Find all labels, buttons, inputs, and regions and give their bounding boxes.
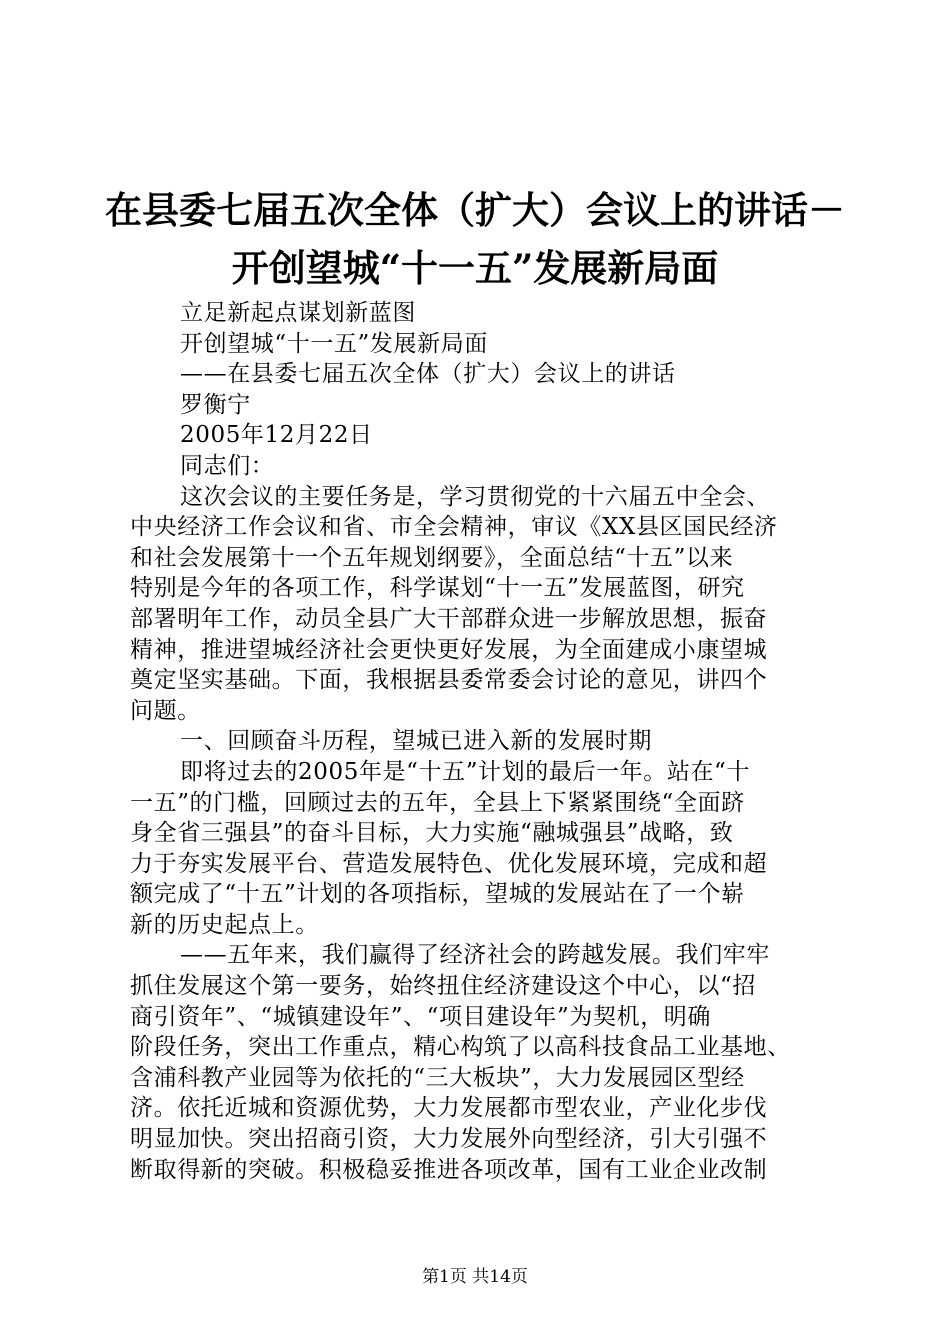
body-text-line: 明显加快。突出招商引资，大力发展外向型经济，引大引强不 bbox=[130, 1126, 768, 1153]
document-body bbox=[130, 298, 830, 1185]
body-text-line: 问题。 bbox=[130, 697, 201, 724]
body-text-line: 这次会议的主要任务是，学习贯彻党的十六届五中全会、 bbox=[180, 483, 770, 510]
body-text-line: 含浦科教产业园等为依托的“三大板块”，大力发展园区型经 bbox=[130, 1064, 745, 1091]
body-text-line: 部署明年工作，动员全县广大干部群众进一步解放思想，振奋 bbox=[130, 605, 768, 632]
body-text-line: 即将过去的2005年是“十五”计划的最后一年。站在“十 bbox=[180, 758, 751, 785]
body-text-line: 立足新起点谋划新蓝图 bbox=[180, 300, 416, 326]
body-text-line: 特别是今年的各项工作，科学谋划“十一五”发展蓝图，研究 bbox=[130, 575, 745, 602]
body-text-line: 力于夯实发展平台、营造发展特色、优化发展环境，完成和超 bbox=[130, 850, 768, 877]
body-text-line: ——在县委七届五次全体（扩大）会议上的讲话 bbox=[180, 361, 676, 388]
body-text-line: 阶段任务，突出工作重点，精心构筑了以高科技食品工业基地、 bbox=[130, 1034, 791, 1061]
document-title-line-2: 开创望城“十一五”发展新局面 bbox=[231, 246, 719, 290]
body-text-line: 抓住发展这个第一要务，始终扭住经济建设这个中心，以“招 bbox=[130, 973, 756, 1000]
body-text-line: 断取得新的突破。积极稳妥推进各项改革，国有工业企业改制 bbox=[130, 1156, 768, 1183]
body-text-line: 济。依托近城和资源优势，大力发展都市型农业，产业化步伐 bbox=[130, 1095, 768, 1122]
page-footer: 第1页 共14页 bbox=[422, 1267, 528, 1287]
body-text-line: 同志们： bbox=[180, 452, 275, 479]
body-text-line: 罗衡宁 bbox=[180, 391, 251, 418]
body-text-line: 精神，推进望城经济社会更快更好发展，为全面建成小康望城 bbox=[130, 636, 768, 663]
body-text-line: 开创望城“十一五”发展新局面 bbox=[180, 330, 488, 357]
body-text-line: ——五年来，我们赢得了经济社会的跨越发展。我们牢牢 bbox=[180, 942, 770, 969]
body-text-line: 中央经济工作会议和省、市全会精神，审议《XX县区国民经济 bbox=[130, 514, 778, 541]
body-text-line: 新的历史起点上。 bbox=[130, 911, 319, 938]
body-text-line: 一五”的门槛，回顾过去的五年，全县上下紧紧围绕“全面跻 bbox=[130, 789, 745, 816]
body-text-line: 一、回顾奋斗历程，望城已进入新的发展时期 bbox=[180, 728, 652, 755]
document-title-line-1: 在县委七届五次全体（扩大）会议上的讲话－ bbox=[105, 188, 845, 232]
body-text-line: 奠定坚实基础。下面，我根据县委常委会讨论的意见，讲四个 bbox=[130, 667, 768, 694]
body-text-line: 2005年12月22日 bbox=[180, 422, 373, 449]
body-text-line: 和社会发展第十一个五年规划纲要》，全面总结“十五”以来 bbox=[130, 544, 734, 571]
body-text-line: 身全省三强县”的奋斗目标，大力实施“融城强县”战略，致 bbox=[130, 820, 734, 847]
body-text-line: 额完成了“十五”计划的各项指标，望城的发展站在了一个崭 bbox=[130, 881, 745, 908]
body-text-line: 商引资年”、“城镇建设年”、“项目建设年”为契机，明确 bbox=[130, 1003, 711, 1030]
